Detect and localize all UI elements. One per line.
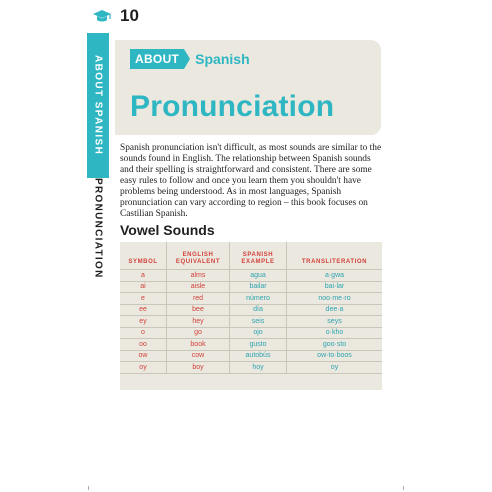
- symbol-cell: ey: [120, 316, 167, 328]
- table-row: [120, 293, 382, 305]
- spanish-cell: seis: [230, 316, 287, 328]
- translit-cell: seys: [287, 316, 383, 328]
- english-cell: aisle: [167, 281, 230, 293]
- spanish-cell: ojo: [230, 327, 287, 339]
- translit-cell: ow·to·boos: [287, 350, 383, 362]
- translit-cell: dee·a: [287, 304, 383, 316]
- spanish-cell: hoy: [230, 362, 287, 374]
- english-cell: alms: [167, 270, 230, 282]
- header-symbol: SYMBOL: [120, 242, 167, 270]
- table-row: [120, 270, 382, 282]
- translit-cell: oy: [287, 362, 383, 374]
- spanish-cell: bailar: [230, 281, 287, 293]
- symbol-cell: ow: [120, 350, 167, 362]
- translit-cell: bai·lar: [287, 281, 383, 293]
- english-cell: cow: [167, 350, 230, 362]
- translit-cell: noo·me·ro: [287, 293, 383, 305]
- header-transliteration: TRANSLITERATION: [287, 242, 383, 270]
- translit-cell: goo·sto: [287, 339, 383, 351]
- spanish-cell: día: [230, 304, 287, 316]
- symbol-cell: oy: [120, 362, 167, 374]
- about-badge: ABOUT: [130, 49, 184, 69]
- english-cell: boy: [167, 362, 230, 374]
- table-row: [120, 316, 382, 328]
- english-cell: hey: [167, 316, 230, 328]
- english-cell: book: [167, 339, 230, 351]
- title-box: [115, 40, 381, 135]
- table-row: [120, 304, 382, 316]
- topic-tab-label: PRONUNCIATION: [92, 178, 104, 279]
- symbol-cell: o: [120, 327, 167, 339]
- graduation-cap-icon: [92, 9, 112, 23]
- section-heading: Vowel Sounds: [120, 222, 215, 238]
- table-row: [120, 281, 382, 293]
- vowel-table: [120, 242, 382, 374]
- crop-mark-left: [88, 486, 89, 490]
- topic-tab: [87, 178, 109, 279]
- section-tab: [87, 33, 109, 178]
- symbol-cell: e: [120, 293, 167, 305]
- english-cell: bee: [167, 304, 230, 316]
- spanish-cell: número: [230, 293, 287, 305]
- intro-paragraph: Spanish pronunciation isn't difficult, as most sounds are similar to the sounds found in English. The relationship between Spanish sounds and their spelling is straightforward and consistent. There are some easy rules to follow and once you learn them you shouldn't have problems being understood. As in most languages, Spanish pronunciation can vary according to region – this book focuses on Castilian Spanish.: [120, 143, 382, 219]
- spanish-cell: agua: [230, 270, 287, 282]
- section-tab-label: ABOUT SPANISH: [92, 55, 104, 156]
- header-english: ENGLISH EQUIVALENT: [167, 242, 230, 270]
- symbol-cell: ee: [120, 304, 167, 316]
- table-row: [120, 350, 382, 362]
- table-row: [120, 327, 382, 339]
- header-spanish: SPANISH EXAMPLE: [230, 242, 287, 270]
- about-row: [130, 49, 250, 69]
- translit-cell: o·kho: [287, 327, 383, 339]
- page-header: [92, 6, 139, 26]
- table-row: [120, 362, 382, 374]
- crop-mark-right: [403, 486, 404, 490]
- english-cell: red: [167, 293, 230, 305]
- spanish-cell: autobús: [230, 350, 287, 362]
- english-cell: go: [167, 327, 230, 339]
- page-title: Pronunciation: [130, 90, 335, 123]
- about-subject: Spanish: [195, 51, 250, 67]
- page-number: 10: [120, 6, 139, 25]
- vowel-table-box: [120, 242, 382, 390]
- symbol-cell: oo: [120, 339, 167, 351]
- translit-cell: a·gwa: [287, 270, 383, 282]
- spanish-cell: gusto: [230, 339, 287, 351]
- symbol-cell: ai: [120, 281, 167, 293]
- table-row: [120, 339, 382, 351]
- table-header-row: [120, 242, 382, 270]
- symbol-cell: a: [120, 270, 167, 282]
